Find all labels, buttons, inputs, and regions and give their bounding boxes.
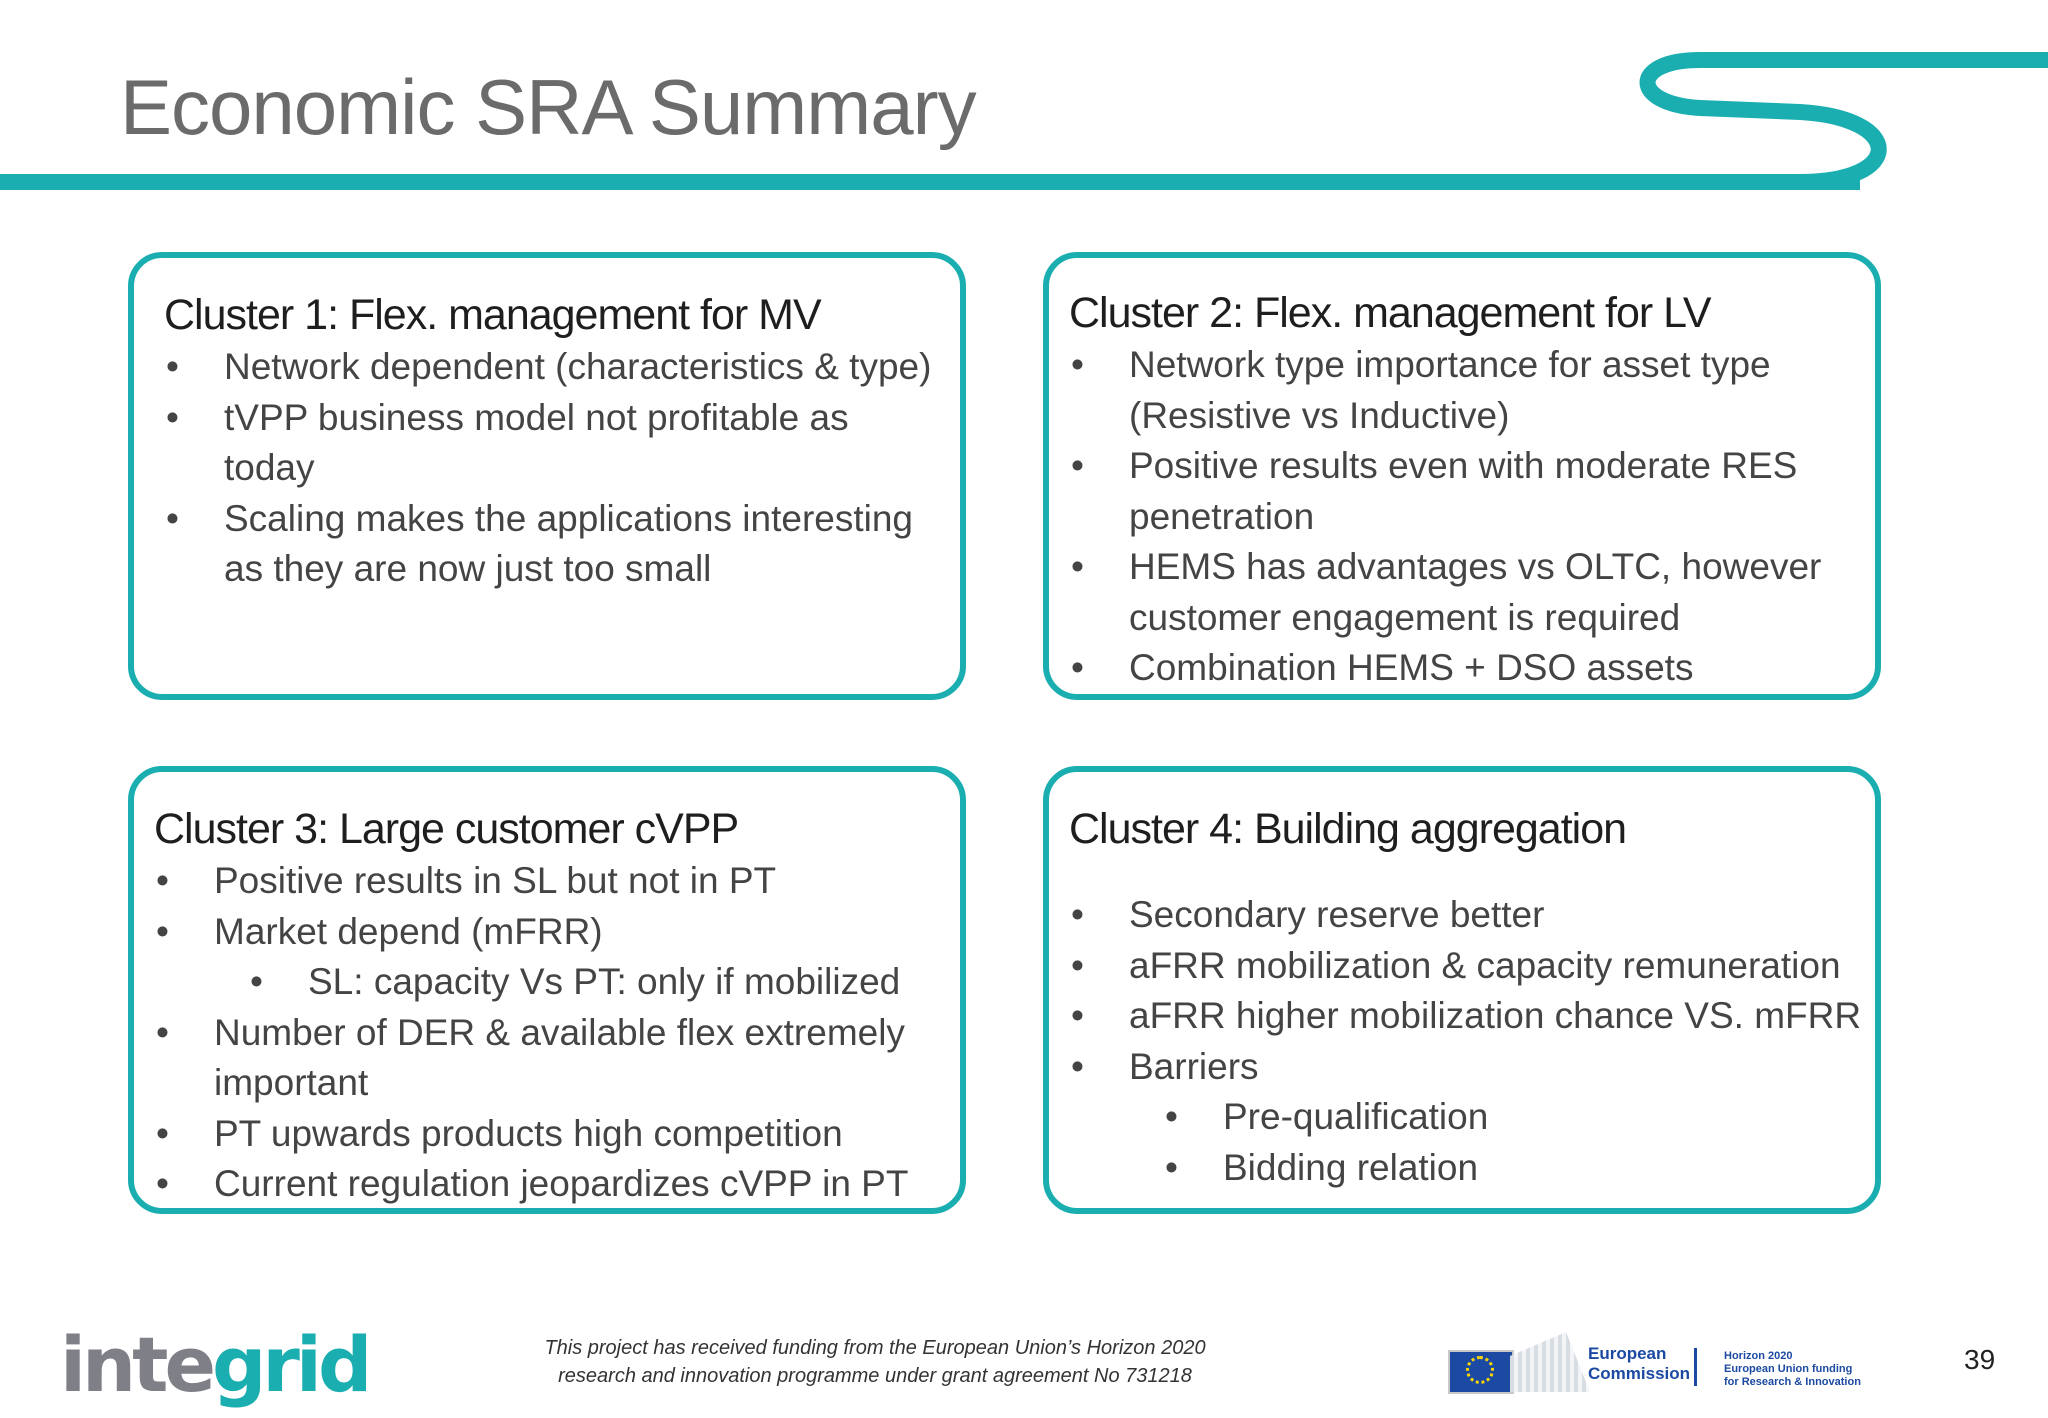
cluster-4-box <box>1043 766 1881 1214</box>
cluster-1-box <box>128 252 966 700</box>
list-item: • Current regulation jeopardizes cVPP in PT <box>154 1159 950 1210</box>
list-item: • tVPP business model not profitable as today <box>164 393 940 494</box>
cluster-2-list <box>1069 340 1865 694</box>
cluster-1-heading: Cluster 1: Flex. management for MV <box>164 291 821 339</box>
list-item: • HEMS has advantages vs OLTC, however customer engagement is required <box>1069 542 1865 643</box>
list-item: • aFRR mobilization & capacity remuneration <box>1069 941 1865 992</box>
sub-list-item: • Bidding relation <box>1069 1143 1865 1194</box>
eu-flag-icon <box>1448 1350 1514 1394</box>
list-item: • Positive results even with moderate RES penetration <box>1069 441 1865 542</box>
list-item: • Number of DER & available flex extremely important <box>154 1008 950 1109</box>
building-icon <box>1510 1332 1590 1392</box>
horizon-2020-label: Horizon 2020 European Union funding for Research & Innovation <box>1724 1350 1861 1388</box>
ec-label: European Commission <box>1588 1344 1691 1383</box>
list-item: • Market depend (mFRR) <box>154 907 950 958</box>
european-commission-logo <box>1448 1330 1878 1396</box>
list-item: • Network dependent (characteristics & type) <box>164 342 940 393</box>
list-item: • aFRR higher mobilization chance VS. mFRR <box>1069 991 1865 1042</box>
cluster-4-heading: Cluster 4: Building aggregation <box>1069 805 1627 853</box>
funding-notice <box>460 1334 1290 1390</box>
list-item: • Barriers <box>1069 1042 1865 1093</box>
sub-list-item: • SL: capacity Vs PT: only if mobilized <box>154 957 950 1008</box>
integrid-logo: integrid <box>60 1320 369 1409</box>
sub-list-item: • Pre-qualification <box>1069 1092 1865 1143</box>
list-item: • Scaling makes the applications interesting as they are now just too small <box>164 494 940 595</box>
page-title: Economic SRA Summary <box>120 63 976 151</box>
cluster-1-list <box>164 342 940 595</box>
page-number: 39 <box>1964 1344 1996 1375</box>
funding-line-2: research and innovation programme under grant agreement No 731218 <box>558 1365 1192 1387</box>
cluster-3-heading: Cluster 3: Large customer cVPP <box>154 805 739 853</box>
cluster-3-box <box>128 766 966 1214</box>
list-item: • Network type importance for asset type (Resistive vs Inductive) <box>1069 340 1865 441</box>
cluster-2-box <box>1043 252 1881 700</box>
list-item: • Positive results in SL but not in PT <box>154 856 950 907</box>
cluster-3-list <box>154 856 950 1210</box>
cluster-2-heading: Cluster 2: Flex. management for LV <box>1069 289 1711 337</box>
list-item: • PT upwards products high competition <box>154 1109 950 1160</box>
list-item: • Combination HEMS + DSO assets <box>1069 643 1865 694</box>
list-item: • Secondary reserve better <box>1069 890 1865 941</box>
ec-separator <box>1694 1348 1697 1386</box>
cluster-4-list <box>1069 890 1865 1193</box>
funding-line-1: This project has received funding from the European Union’s Horizon 2020 <box>544 1337 1206 1359</box>
